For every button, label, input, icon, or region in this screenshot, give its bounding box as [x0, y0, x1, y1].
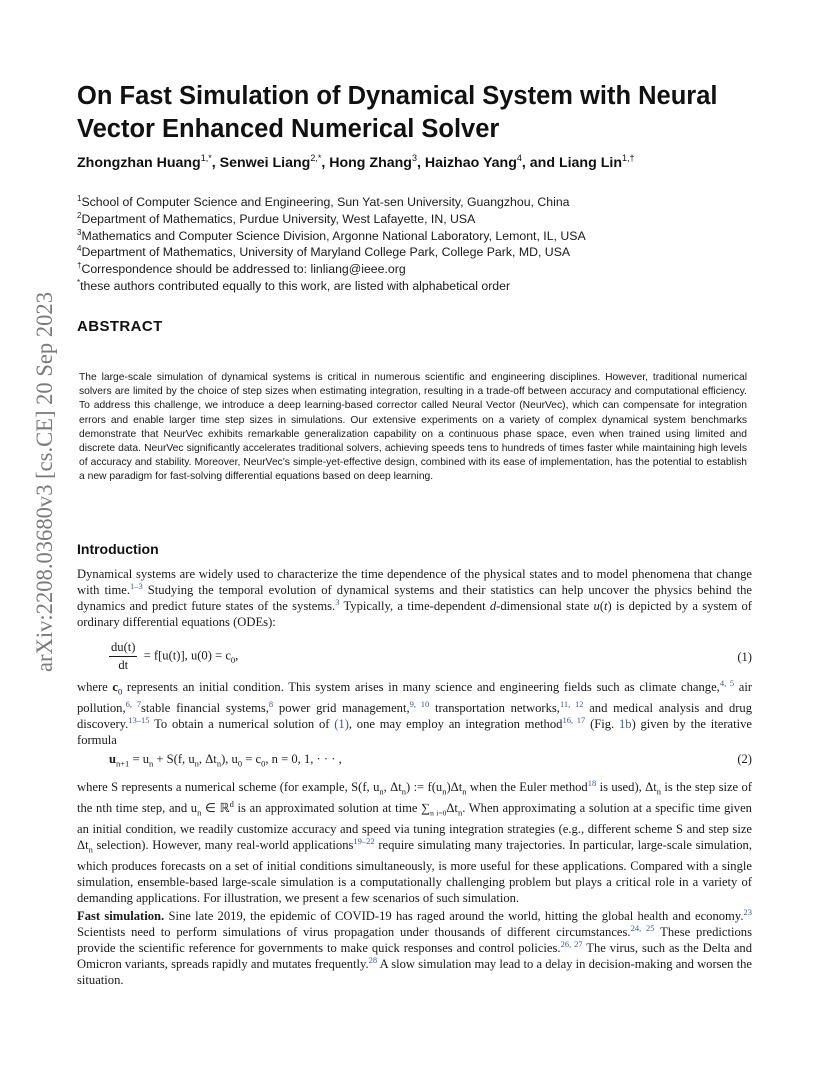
intro-paragraph-3 [77, 779, 752, 906]
affiliation-mark: * [77, 277, 81, 287]
citation[interactable]: 1–3 [129, 581, 143, 592]
citation[interactable]: 3 [335, 597, 340, 608]
equation-1-body [109, 640, 238, 673]
intro-paragraph-4 [77, 908, 752, 988]
affiliation-item [77, 228, 777, 245]
citation[interactable]: 26, 27 [560, 939, 583, 950]
math-subscript: n [656, 786, 662, 797]
intro-paragraph-2 [77, 679, 752, 748]
equation-1-rhs: = f[u(t)], u(0) = c [140, 648, 231, 663]
math-var: t [604, 599, 608, 614]
affiliation-text: School of Computer Science and Engineering, Sun Yat-sen University, Guangzhou, China [81, 195, 570, 209]
affiliation-text: Department of Mathematics, University of Maryland College Park, College Park, MD, USA [81, 245, 571, 260]
author-separator: , and [521, 155, 559, 171]
math-subscript: n [149, 758, 154, 769]
equation-2-body [109, 752, 342, 767]
text-run: , Δt [383, 780, 402, 794]
citation[interactable]: 4, 5 [719, 678, 735, 688]
text-run: air pollution, [77, 680, 753, 715]
citation[interactable]: 18 [587, 778, 597, 788]
math-subscript: n [197, 807, 202, 818]
text-run: Dynamical systems are widely used to characterize the time dependence of the physical states and to model phenomena that change with time. [77, 567, 752, 598]
affiliation-text: Correspondence should be addressed to: linliang@ieee.org [81, 262, 406, 277]
text-run: A slow simulation may lead to a delay in decision-making and worsen the situation. [77, 957, 752, 988]
text-run: power grid management, [273, 700, 410, 715]
author-name: Liang Lin [558, 155, 622, 171]
text-run: where S represents a numerical scheme (for example, S(f, u [77, 780, 380, 794]
citation[interactable]: 8 [268, 698, 274, 709]
text-run: ) is depicted by a system of ordinary differential equations (ODEs): [77, 599, 752, 630]
paper-title: On Fast Simulation of Dynamical System with Neural Vector Enhanced Numerical Solver [77, 82, 718, 143]
math-var: d [489, 599, 497, 614]
math-sum-limits: n i=0 [430, 808, 447, 818]
math-run: = c [242, 752, 262, 766]
text-run: ( [599, 599, 605, 614]
math-subscript: n [194, 758, 199, 769]
math-subscript: n [462, 786, 467, 797]
text-run: require simulating many trajectories. In particular, large-scale simulation, which produces forecasts on a set of initial conditions simultaneously, is more useful for these applications. Compared with a single simulation, ensemble-based large-scale simulation is a computationally challenging problem but plays a critical role in a variety of demanding applications. For illustration, we present a few scenarios of such simulation. [77, 838, 752, 906]
author-name: Haizhao Yang [424, 155, 517, 171]
text-run: stable financial systems, [140, 700, 269, 715]
text-run: ∈ ℝ [201, 800, 230, 815]
author-name: Senwei Liang [219, 155, 311, 171]
fraction-numerator: du(t) [109, 640, 137, 657]
affiliation-item [77, 244, 777, 261]
citation[interactable]: 6, 7 [125, 698, 141, 709]
intro-paragraph-1 [77, 566, 752, 630]
equation-1-number: (1) [737, 650, 752, 664]
text-run: These predictions provide the scientific reference for governments to make quick responses and control policies. [77, 925, 752, 956]
text-run: and medical analysis and drug discovery. [77, 700, 753, 731]
math-subscript: n [401, 786, 406, 797]
text-run: transportation networks, [429, 700, 560, 715]
math-run: , Δt [198, 752, 217, 766]
math-subscript: n [88, 844, 93, 855]
math-subscript: n+1 [116, 758, 130, 769]
affiliation-item [77, 211, 777, 228]
text-run: , one may employ an integration method [348, 716, 563, 731]
text-run: -dimensional state [496, 599, 594, 614]
equation-2-number: (2) [737, 752, 752, 766]
citation[interactable]: 24, 25 [630, 923, 655, 934]
author-mark: 1,* [200, 153, 212, 163]
math-run: , n = 0, 1, · · · , [265, 752, 342, 766]
author-mark: 2,* [310, 153, 322, 163]
text-run: )Δt [446, 780, 463, 794]
math-subscript: n [379, 786, 384, 797]
text-run: . When approximating a solution at a specific time given an initial condition, we readily customize accuracy and speed via tuning integration strategies (e.g., different scheme S and step size Δt [77, 800, 752, 853]
citation[interactable]: 11, 12 [559, 698, 584, 709]
text-run: is an approximated solution at time ∑ [233, 800, 431, 815]
affiliation-item [77, 194, 777, 211]
math-subscript: 0 [261, 758, 266, 769]
correspondence-note [77, 261, 777, 278]
citation[interactable]: 28 [368, 955, 378, 966]
arxiv-side-stamp [12, 290, 72, 675]
equal-contribution-note [77, 278, 777, 295]
author-name: Hong Zhang [329, 155, 412, 171]
author-separator: , [321, 155, 330, 171]
text-run: is the step size of the nth time step, and u [77, 780, 753, 815]
text-run: The virus, such as the Delta and Omicron variants, spreads rapidly and mutates frequently. [77, 941, 752, 972]
text-run: is used), Δt [596, 780, 657, 794]
math-var: c [112, 680, 118, 694]
text-run: Scientists need to perform simulations of virus propagation under thousands of different circumstances. [77, 925, 631, 940]
math-superscript: d [229, 798, 234, 809]
equation-1-fraction [109, 640, 137, 673]
text-run: Sine late 2019, the epidemic of COVID-19 has raged around the world, hitting the global health and economy. [164, 909, 744, 923]
math-subscript: 0 [237, 758, 243, 769]
citation[interactable]: 9, 10 [409, 698, 430, 709]
text-run: Studying the temporal evolution of dynamical systems and their statistics can help uncover the physics behind the dynamics and predict future states of the systems. [77, 583, 752, 614]
affiliation-text: these authors contributed equally to this work, are listed with alphabetical order [80, 278, 511, 293]
arxiv-stamp-svg [12, 290, 72, 675]
citation[interactable]: 19–22 [353, 836, 375, 847]
text-run: To obtain a numerical solution of [149, 716, 335, 731]
math-subscript: n [216, 758, 222, 769]
author-mark: 3 [411, 153, 417, 163]
affiliation-mark: 2 [77, 210, 82, 220]
text-run: Typically, a time-dependent [339, 599, 490, 614]
abstract-text: The large-scale simulation of dynamical systems is critical in numerous scientific and engineering disciplines. However, traditional numerical solvers are limited by the choice of step sizes when estimating integration, resulting in a trade-off between accuracy and computational efficiency. To address this challenge, we introduce a deep learning-based corrector called Neural Vector (NeurVec), which can compensate for integration errors and enable larger time step sizes in simulations. Our extensive experiments on a variety of complex dynamical system benchmarks demonstrate that NeurVec exhibits remarkable generalization capability on a continuous phase space, even when trained using limited and discrete data. NeurVec significantly accelerates traditional solvers, achieving speeds tens to hundreds of times faster while maintaining high levels of accuracy and stability. Moreover, NeurVec's simple-yet-effective design, combined with its ease of implementation, has the potential to establish a new paradigm for fast-solving differential equations based on deep learning. [79, 372, 747, 483]
affiliation-mark: 1 [77, 194, 82, 203]
affiliation-mark: 3 [77, 227, 82, 237]
text-run: represents an initial condition. This system arises in many science and engineering fields such as climate change, [122, 680, 720, 694]
math-subscript: 0 [118, 686, 123, 697]
author-mark: 4 [516, 153, 522, 163]
fraction-denominator: dt [118, 658, 129, 672]
text-run: ) := f(u [406, 780, 443, 794]
math-run: = u [129, 752, 150, 766]
text-run: (Fig. [585, 716, 619, 731]
math-subscript: n [442, 786, 447, 797]
affiliation-mark: † [77, 261, 82, 271]
run-in-heading: Fast simulation. [77, 909, 165, 923]
text-run: where [77, 680, 113, 694]
text-run: ) given by the iterative formula [77, 716, 752, 747]
citation[interactable]: 16, 17 [562, 714, 586, 725]
introduction-heading: Introduction [77, 541, 159, 557]
equation-1-tail: , [235, 648, 239, 663]
text-run: when the Euler method [466, 780, 588, 794]
author-separator: , [211, 155, 220, 171]
arxiv-stamp-text: arXiv:2208.03680v3 [cs.CE] 20 Sep 2023 [32, 290, 57, 672]
citation[interactable]: 13–15 [128, 714, 150, 725]
math-subscript: 0 [230, 654, 236, 665]
author-separator: , [416, 155, 425, 171]
affiliation-text: Mathematics and Computer Science Division, Argonne National Laboratory, Lemont, IL, USA [81, 228, 586, 243]
author-name: Zhongzhan Huang [77, 155, 201, 171]
author-list [77, 153, 777, 173]
affiliation-mark: 4 [77, 244, 82, 254]
author-mark: 1,† [622, 153, 635, 163]
figure-reference[interactable]: 1b [618, 716, 632, 731]
math-run: + S(f, u [153, 752, 195, 766]
math-var: u [109, 752, 117, 766]
text-run: Δt [446, 800, 458, 815]
math-run: ), u [221, 752, 238, 766]
citation[interactable]: 23 [743, 907, 752, 917]
equation-reference[interactable]: (1) [334, 716, 349, 731]
affiliation-text: Department of Mathematics, Purdue University, West Lafayette, IN, USA [81, 211, 476, 226]
affiliation-list [77, 194, 777, 295]
abstract-heading: ABSTRACT [77, 318, 163, 335]
text-run: selection). However, many real-world applications [92, 838, 354, 853]
math-var: u [593, 599, 600, 614]
math-subscript: n [457, 807, 463, 818]
